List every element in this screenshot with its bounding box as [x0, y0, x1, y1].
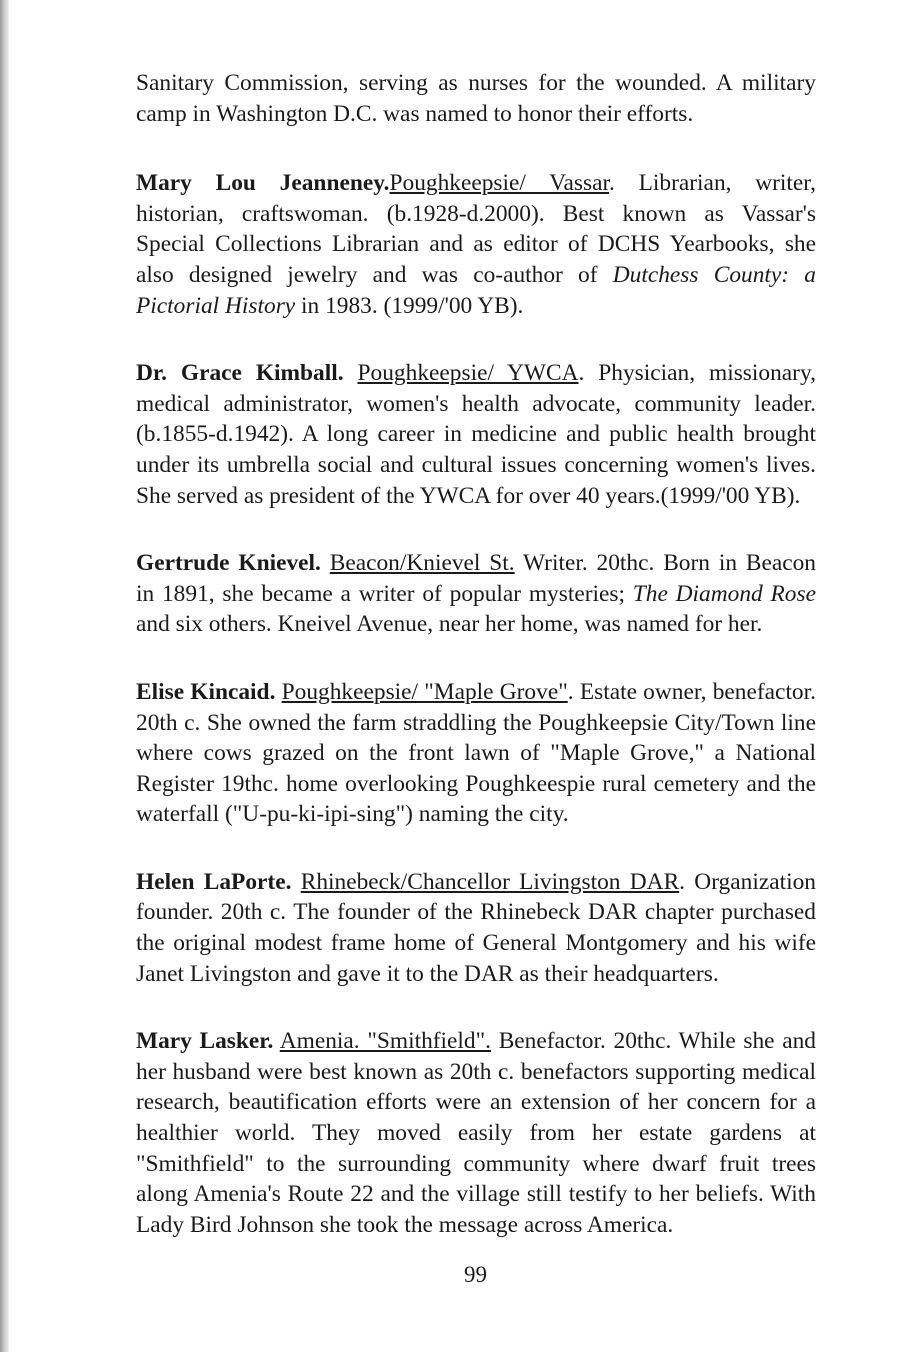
- continued-paragraph: [136, 68, 816, 129]
- entry-book-title: The Diamond Rose: [632, 580, 816, 607]
- entry-mary-lou-jeanneney: [136, 168, 816, 321]
- entry-name: Dr. Grace Kimball.: [136, 360, 344, 387]
- entry-body: Benefactor. 20thc. While she and her husband were best known as 20th c. benefactors supporting medical research, beautification efforts were an extension of her concern for a healthier world. They moved easily from her estate gardens at "Smithfield" to the surrounding community where dwarf fruit trees along Amenia's Route 22 and the village still testify to her beliefs. With Lady Bird Johnson she took the message across America.: [136, 1028, 816, 1238]
- entry-grace-kimball: [136, 358, 816, 511]
- page-content: [136, 68, 816, 1277]
- entry-location: Rhinebeck/Chancellor Livingston DAR: [300, 868, 680, 895]
- entry-body: . Librarian, writer, historian, craftswoman. (b.1928-d.2000). Best known as Vassar's Special Collections Librarian and as editor of DCHS Yearbooks, she also designed jewelry and was co-author of: [136, 170, 816, 288]
- entry-name: Elise Kincaid.: [136, 678, 276, 705]
- entry-body-end: in 1983. (1999/'00 YB).: [295, 292, 524, 319]
- page-number: 99: [464, 1262, 487, 1287]
- entry-name: Mary Lasker.: [136, 1028, 274, 1055]
- entry-gertrude-knievel: [136, 548, 816, 640]
- entry-body-end: and six others. Kneivel Avenue, near her home, was named for her.: [136, 611, 763, 638]
- entry-body: . Physician, missionary, medical administrator, women's health advocate, community leader. (b.1855-d.1942). A long career in medicine and public health brought under its umbrella social and cultural issues concerning women's lives. She served as president of the YWCA for over 40 years.(1999/'00 YB).: [136, 360, 816, 509]
- entry-body: . Organization founder. 20th c. The founder of the Rhinebeck DAR chapter purchased the original modest frame home of General Montgomery and his wife Janet Livingston and gave it to the DAR as their headquarters.: [136, 868, 816, 987]
- entry-body: . Estate owner, benefactor. 20th c. She owned the farm straddling the Poughkeepsie City/Town line where cows grazed on the front lawn of "Maple Grove," a National Register 19thc. home overlooking Poughkeespie rural cemetery and the waterfall ("U-pu-ki-ipi-sing") naming the city.: [136, 678, 816, 828]
- entry-body: Writer. 20thc. Born in Beacon in 1891, she became a writer of popular mysteries;: [136, 550, 816, 607]
- entry-location: Poughkeepsie/ Vassar: [389, 170, 610, 197]
- continued-text: Sanitary Commission, serving as nurses for the wounded. A military camp in Washington D.C. was named to honor their efforts.: [136, 70, 816, 127]
- entry-location: Poughkeepsie/ "Maple Grove": [281, 678, 568, 705]
- entry-book-title: Dutchess County: a Pictorial History: [136, 261, 817, 319]
- entry-location: Amenia. "Smithfield".: [279, 1028, 492, 1055]
- entry-name: Gertrude Knievel.: [136, 550, 321, 577]
- book-spine-shadow: [0, 0, 9, 1352]
- entry-mary-lasker: [136, 1026, 816, 1240]
- entry-elise-kincaid: [136, 677, 816, 830]
- entry-location: Beacon/Knievel St.: [329, 550, 515, 577]
- entry-location: Poughkeepsie/ YWCA: [357, 360, 579, 387]
- entry-name: Mary Lou Jeanneney.: [136, 170, 390, 197]
- entry-helen-laporte: [136, 867, 816, 989]
- entry-name: Helen LaPorte.: [136, 868, 292, 895]
